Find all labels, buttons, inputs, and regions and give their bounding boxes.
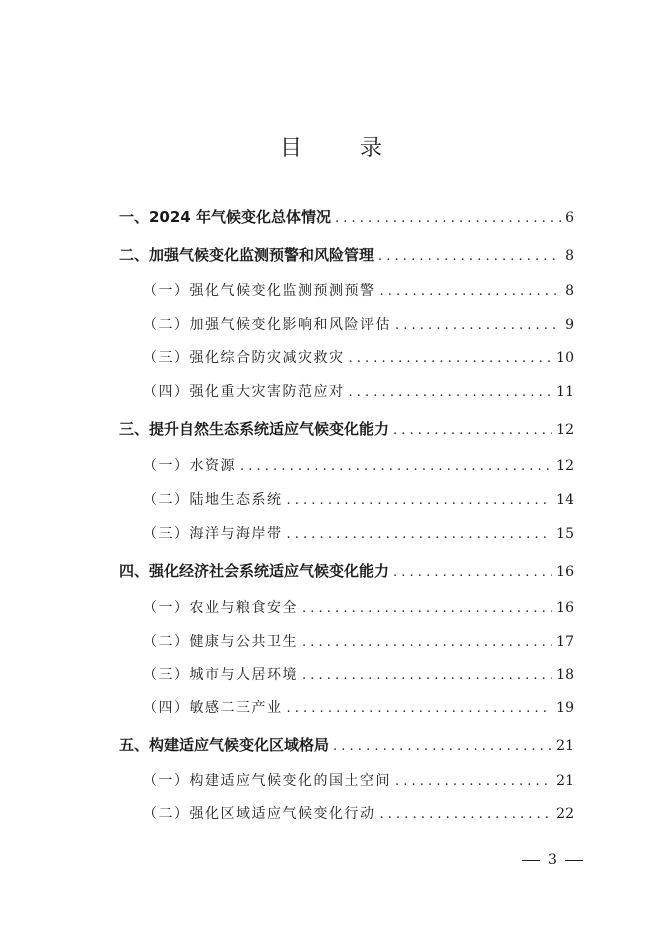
toc-chapter-entry[interactable] (119, 244, 574, 266)
footer-dash-right (565, 860, 583, 861)
page-number-footer (514, 852, 591, 868)
toc-dot-leader (240, 459, 552, 474)
toc-chapter-entry[interactable] (119, 560, 574, 582)
toc-entry-label: 四、强化经济社会系统适应气候变化能力 (119, 562, 390, 580)
toc-dot-leader (349, 351, 553, 366)
toc-entry-page-number: 8 (565, 283, 574, 299)
toc-section-entry[interactable] (143, 631, 574, 653)
toc-section-entry[interactable] (143, 664, 574, 686)
toc-entry-page-number: 17 (556, 634, 574, 650)
toc-dot-leader (287, 701, 553, 716)
toc-entry-page-number: 10 (556, 350, 574, 366)
toc-entry-label: （二）加强气候变化影响和风险评估 (143, 317, 391, 333)
toc-entry-page-number: 16 (556, 564, 574, 580)
page-title: 目 录 (279, 136, 400, 161)
toc-entry-page-number: 19 (556, 700, 574, 716)
toc-dot-leader (395, 774, 552, 789)
toc-dot-leader (380, 807, 553, 822)
footer-dash-left (522, 860, 540, 861)
toc-entry-label: （一）水资源 (143, 458, 236, 474)
toc-entry-page-number: 16 (556, 600, 574, 616)
toc-section-entry[interactable] (143, 523, 574, 545)
toc-section-entry[interactable] (143, 697, 574, 719)
toc-entry-page-number: 22 (556, 806, 574, 822)
toc-section-entry[interactable] (143, 347, 574, 369)
toc-entry-page-number: 8 (565, 248, 574, 264)
toc-entry-page-number: 14 (556, 492, 574, 508)
toc-entry-label: （三）海洋与海岸带 (143, 526, 283, 542)
toc-entry-page-number: 6 (565, 210, 574, 226)
toc-dot-leader (349, 385, 553, 400)
toc-entry-label: （三）强化综合防灾减灾救灾 (143, 350, 345, 366)
toc-dot-leader (380, 284, 562, 299)
toc-entry-page-number: 18 (556, 667, 574, 683)
toc-section-entry[interactable] (143, 597, 574, 619)
toc-section-entry[interactable] (143, 803, 574, 825)
toc-section-entry[interactable] (143, 455, 574, 477)
toc-section-entry[interactable] (143, 314, 574, 336)
toc-entry-page-number: 12 (556, 458, 574, 474)
toc-section-entry[interactable] (143, 280, 574, 302)
toc-entry-label: （一）构建适应气候变化的国土空间 (143, 773, 391, 789)
toc-entry-page-number: 21 (556, 773, 574, 789)
toc-entry-label: 五、构建适应气候变化区域格局 (119, 736, 330, 754)
toc-dot-leader (395, 318, 561, 333)
toc-section-entry[interactable] (143, 381, 574, 403)
toc-entry-page-number: 21 (556, 738, 574, 754)
toc-entry-label: 三、提升自然生态系统适应气候变化能力 (119, 420, 390, 438)
toc-dot-leader (287, 527, 553, 542)
toc-dot-leader (302, 635, 552, 650)
toc-entry-page-number: 9 (565, 317, 574, 333)
toc-entry-label: （一）强化气候变化监测预测预警 (143, 283, 376, 299)
toc-dot-leader (333, 739, 552, 754)
toc-chapter-entry[interactable] (119, 418, 574, 440)
toc-entry-label: （二）强化区域适应气候变化行动 (143, 806, 376, 822)
toc-dot-leader (393, 565, 552, 580)
toc-entry-label: （一）农业与粮食安全 (143, 600, 298, 616)
toc-entry-label: （三）城市与人居环境 (143, 667, 298, 683)
toc-dot-leader (378, 249, 561, 264)
toc-entry-page-number: 12 (556, 422, 574, 438)
toc-chapter-entry[interactable] (119, 206, 574, 228)
page-number: 3 (548, 852, 557, 868)
toc-entry-label: 一、2024 年气候变化总体情况 (119, 208, 331, 226)
toc-dot-leader (335, 211, 561, 226)
toc-entry-label: （二）陆地生态系统 (143, 492, 283, 508)
toc-entry-label: （四）敏感二三产业 (143, 700, 283, 716)
toc-entry-page-number: 11 (556, 384, 574, 400)
toc-dot-leader (287, 493, 553, 508)
toc-entry-label: （四）强化重大灾害防范应对 (143, 384, 345, 400)
toc-entry-label: 二、加强气候变化监测预警和风险管理 (119, 246, 375, 264)
toc-section-entry[interactable] (143, 489, 574, 511)
toc-section-entry[interactable] (143, 770, 574, 792)
toc-chapter-entry[interactable] (119, 734, 574, 756)
toc-dot-leader (302, 668, 552, 683)
toc-dot-leader (393, 423, 552, 438)
toc-entry-label: （二）健康与公共卫生 (143, 634, 298, 650)
toc-dot-leader (302, 601, 552, 616)
toc-entry-page-number: 15 (556, 526, 574, 542)
